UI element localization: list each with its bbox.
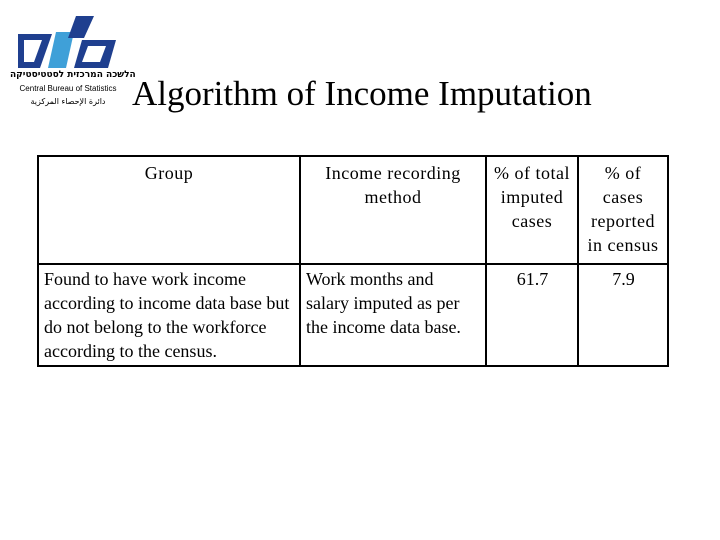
cbs-logo <box>8 8 136 108</box>
cell-group: Found to have work income according to income data base but do not belong to the workforce according to the census. <box>38 264 300 366</box>
header-pct-imputed: % of total imputed cases <box>486 156 578 264</box>
logo-arabic-text: دائرة الإحصاء المركزية <box>30 97 106 106</box>
slide-title: Algorithm of Income Imputation <box>132 74 592 113</box>
logo-hebrew-text: הלשכה המרכזית לסטטיסטיקה <box>10 70 136 80</box>
table-row <box>38 264 668 366</box>
header-pct-reported: % of cases reported in census <box>578 156 668 264</box>
cell-method: Work months and salary imputed as per the income data base. <box>300 264 486 366</box>
imputation-table <box>37 155 669 367</box>
cell-pct-reported: 7.9 <box>578 264 668 366</box>
header-group: Group <box>38 156 300 264</box>
header-method: Income recording method <box>300 156 486 264</box>
cell-pct-imputed: 61.7 <box>486 264 578 366</box>
table-header-row <box>38 156 668 264</box>
cbs-emblem-icon <box>12 12 124 70</box>
logo-english-text: Central Bureau of Statistics <box>19 84 117 93</box>
